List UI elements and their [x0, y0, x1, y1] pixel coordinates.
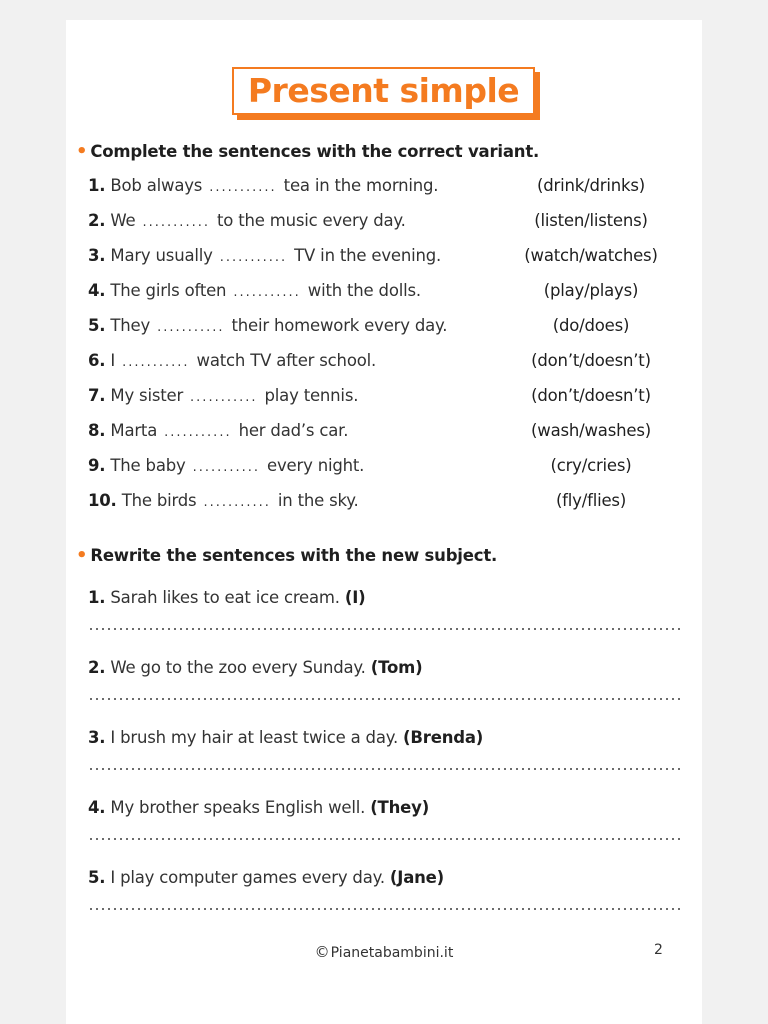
verb-options: (wash/washes): [531, 421, 651, 440]
sentence-start: I: [110, 351, 116, 370]
sentence-text: We go to the zoo every Sunday.: [110, 658, 366, 677]
sentence-text: I brush my hair at least twice a day.: [110, 728, 398, 747]
rewrite-sentence: [88, 798, 688, 817]
rewrite-sentence: [88, 658, 688, 677]
new-subject: (Tom): [370, 658, 423, 677]
item-number: 7.: [88, 386, 106, 405]
item-number: 4.: [88, 281, 106, 300]
item-number: 2.: [88, 211, 106, 230]
item-number: 5.: [88, 868, 106, 887]
exercise1-item: [88, 211, 688, 246]
sentence-end: TV in the evening.: [294, 246, 442, 265]
answer-line[interactable]: [88, 908, 680, 910]
sentence-text: I play computer games every day.: [110, 868, 385, 887]
exercise2-item: [88, 658, 688, 728]
title-box: [232, 67, 535, 115]
answer-blank[interactable]: ...........: [142, 215, 210, 230]
verb-options: (fly/flies): [555, 491, 627, 510]
item-number: 3.: [88, 246, 106, 265]
item-number: 4.: [88, 798, 106, 817]
answer-line[interactable]: [88, 698, 680, 700]
item-number: 3.: [88, 728, 106, 747]
sentence-text: My brother speaks English well.: [110, 798, 366, 817]
sentence-start: My sister: [110, 386, 184, 405]
sentence-end: tea in the morning.: [283, 176, 439, 195]
page-number: 2: [654, 942, 663, 958]
sentence-text: Sarah likes to eat ice cream.: [110, 588, 340, 607]
sentence-start: The baby: [110, 456, 186, 475]
new-subject: (Jane): [389, 868, 445, 887]
exercise2-item: [88, 588, 688, 658]
answer-line[interactable]: [88, 628, 680, 630]
section2-heading: [76, 545, 497, 566]
answer-blank[interactable]: ...........: [190, 390, 258, 405]
item-number: 6.: [88, 351, 106, 370]
answer-blank[interactable]: ...........: [157, 320, 225, 335]
sentence-start: Mary usually: [110, 246, 213, 265]
sentence-end: to the music every day.: [216, 211, 406, 230]
sentence-end: their homework every day.: [231, 316, 448, 335]
copyright-icon: ©: [314, 943, 330, 961]
verb-options: (don’t/doesn’t): [531, 351, 651, 370]
item-number: 2.: [88, 658, 106, 677]
answer-blank[interactable]: ...........: [192, 460, 261, 475]
verb-options: (drink/drinks): [537, 176, 645, 195]
item-number: 5.: [88, 316, 106, 335]
exercise2-item: [88, 728, 688, 798]
exercise1-item: [88, 386, 688, 421]
sentence-start: They: [110, 316, 151, 335]
item-number: 8.: [88, 421, 106, 440]
sentence-start: The birds: [121, 491, 197, 510]
sentence-end: every night.: [267, 456, 365, 475]
exercise1-item: [88, 246, 688, 281]
exercise1-item: [88, 351, 688, 386]
new-subject: (Brenda): [403, 728, 484, 747]
section1-heading: [76, 141, 539, 162]
new-subject: (They): [370, 798, 430, 817]
verb-options: (play/plays): [543, 281, 639, 300]
exercise1-item: [88, 456, 688, 491]
exercise2-item: [88, 798, 688, 868]
verb-options: (do/does): [552, 316, 630, 335]
answer-line[interactable]: [88, 838, 680, 840]
verb-options: (watch/watches): [524, 246, 658, 265]
answer-blank[interactable]: ...........: [219, 250, 288, 265]
item-number: 9.: [88, 456, 106, 475]
verb-options: (listen/listens): [534, 211, 648, 230]
exercise1-list: [88, 176, 688, 526]
rewrite-sentence: [88, 728, 688, 747]
sentence-end: in the sky.: [277, 491, 359, 510]
bullet-icon: •: [76, 141, 88, 162]
sentence-start: Marta: [110, 421, 158, 440]
item-number: 10.: [88, 491, 117, 510]
exercise1-item: [88, 176, 688, 211]
rewrite-sentence: [88, 868, 688, 887]
exercise2-item: [88, 868, 688, 938]
answer-blank[interactable]: ...........: [209, 180, 277, 195]
item-number: 1.: [88, 176, 106, 195]
sentence-start: The girls often: [110, 281, 227, 300]
exercise2-list: [88, 588, 688, 938]
rewrite-sentence: [88, 588, 688, 607]
sentence-start: Bob always: [110, 176, 203, 195]
answer-blank[interactable]: ...........: [233, 285, 301, 300]
verb-options: (don’t/doesn’t): [531, 386, 651, 405]
answer-line[interactable]: [88, 768, 680, 770]
exercise1-item: [88, 281, 688, 316]
bullet-icon: •: [76, 545, 88, 566]
verb-options: (cry/cries): [550, 456, 632, 475]
section1-heading-text: Complete the sentences with the correct variant.: [90, 142, 540, 161]
exercise1-item: [88, 491, 688, 526]
sentence-end: watch TV after school.: [196, 351, 377, 370]
exercise1-item: [88, 421, 688, 456]
page-title: Present simple: [247, 71, 520, 110]
sentence-end: with the dolls.: [307, 281, 421, 300]
item-number: 1.: [88, 588, 106, 607]
sentence-start: We: [110, 211, 136, 230]
exercise1-item: [88, 316, 688, 351]
sentence-end: her dad’s car.: [238, 421, 349, 440]
footer-site: Pianetabambini.it: [330, 945, 454, 961]
section2-heading-text: Rewrite the sentences with the new subject.: [90, 546, 498, 565]
new-subject: (I): [344, 588, 366, 607]
answer-blank[interactable]: ...........: [164, 425, 232, 440]
sentence-end: play tennis.: [264, 386, 359, 405]
answer-blank[interactable]: ...........: [203, 495, 271, 510]
footer: [0, 943, 768, 961]
answer-blank[interactable]: ...........: [122, 355, 190, 370]
